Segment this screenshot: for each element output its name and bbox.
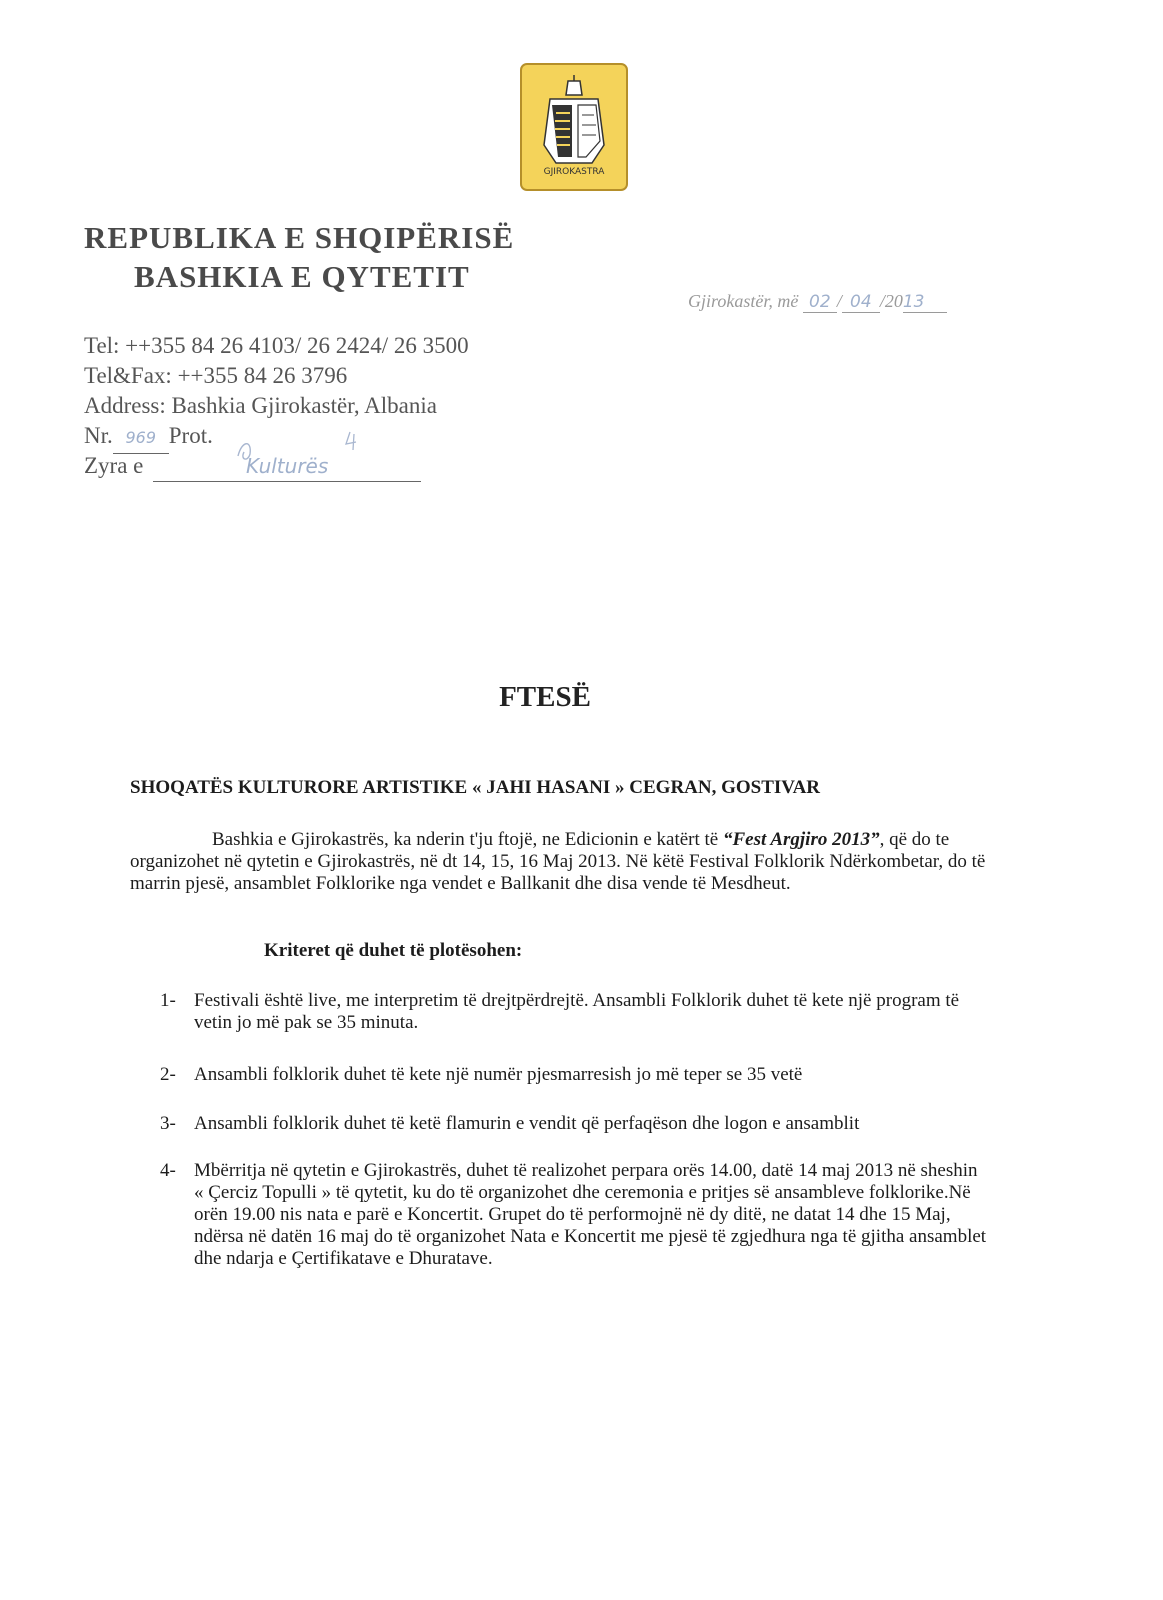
zyra-label: Zyra e [84,453,144,478]
document-title: FTESË [499,681,591,713]
list-item-number: 2- [160,1064,176,1085]
list-item-number: 3- [160,1113,176,1134]
logo-label: GJIROKASTRA [543,167,605,177]
list-item [160,990,990,1034]
date-day: 02 [803,292,837,313]
criteria-heading: Kriteret që duhet të plotësohen: [264,940,523,961]
festival-name: “Fest Argjiro 2013” [723,829,880,850]
contact-tel: Tel: ++355 84 26 4103/ 26 2424/ 26 3500 [84,333,469,358]
date-month: 04 [842,292,880,313]
contact-telfax: Tel&Fax: ++355 84 26 3796 [84,363,348,388]
date-year-suffix: 13 [903,292,947,313]
list-item [160,1064,990,1086]
addressee: SHOQATËS KULTURORE ARTISTIKE « JAHI HASANI » CEGRAN, GOSTIVAR [130,777,821,798]
list-item-text: Mbërritja në qytetin e Gjirokastrës, duhet të realizohet perpara orës 14.00, datë 14 maj 2013 në sheshin « Çerciz Topulli » të qytetit, ku do të organizohet dhe ceremonia e pritjes së ansambleve folklorike.Në orën 19.00 nis nata e parë e Koncertit. Grupet do të performojnë në dy ditë, ne datat 14 dhe 15 Maj, ndërsa në datën 16 maj do të organizohet Nata e Koncertit me pjesë të zgjedhura nga të gjitha ansamblet dhe ndarja e Çertifikatave e Dhuratave. [194,1160,987,1269]
contact-address: Address: Bashkia Gjirokastër, Albania [84,393,437,418]
nr-value: 969 [113,423,169,454]
handwritten-initials-icon [232,428,372,472]
list-item [160,1160,990,1270]
list-item-number: 4- [160,1160,176,1181]
list-item-number: 1- [160,990,176,1011]
municipality-logo [520,63,628,191]
header-republic: REPUBLIKA E SHQIPËRISË [84,220,515,255]
intro-before: Bashkia e Gjirokastrës, ka nderin t'ju ftojë, ne Edicionin e katërt të [212,829,723,850]
prot-label: Prot. [168,423,213,448]
intro-paragraph [130,829,990,895]
nr-label: Nr. [84,423,113,448]
list-item-text: Ansambli folklorik duhet të kete një numër pjesmarresish jo më teper se 35 vetë [194,1064,803,1085]
protocol-number-line [84,421,213,454]
list-item-text: Festivali është live, me interpretim të drejtpërdrejtë. Ansambli Folklorik duhet të kete një program të vetin jo më pak se 35 minuta. [194,990,960,1033]
list-item-text: Ansambli folklorik duhet të ketë flamurin e vendit që perfaqëson dhe logon e ansamblit [194,1113,860,1134]
date-year-prefix: /20 [879,291,903,311]
date-place: Gjirokastër, më [688,291,799,311]
date-line: Gjirokastër, më 02 / 04 /2013 [688,291,947,313]
zyra-value: Kulturës [153,451,421,482]
intro-after: , që do te organizohet në qytetin e Gjirokastrës, në dt 14, 15, 16 Maj 2013. Në këtë Festival Folklorik Ndërkombetar, do të marrin pjesë, ansamblet Folklorike nga vendet e Ballkanit dhe disa vende të Mesdheut. [130,829,986,894]
header-municipality: BASHKIA E QYTETIT [134,259,470,294]
list-item [160,1113,990,1135]
